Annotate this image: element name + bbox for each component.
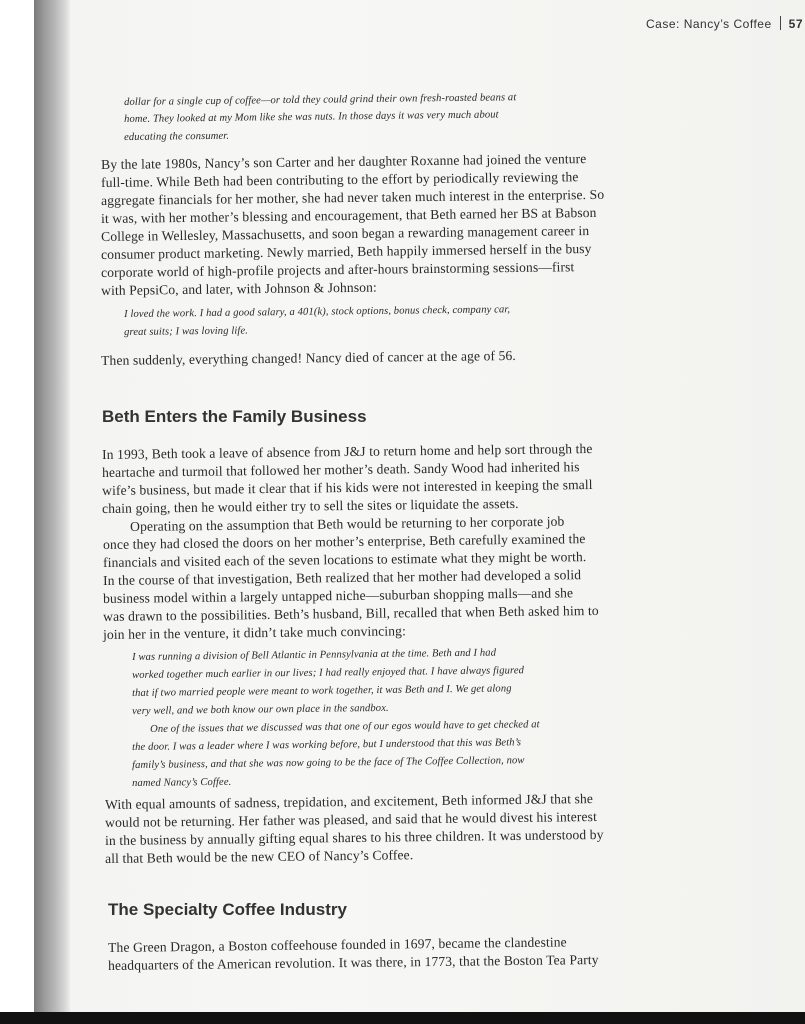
quote-line: family’s business, and that she was now going to be the face of The Coffee Collection, now bbox=[132, 755, 525, 771]
running-header bbox=[646, 16, 803, 31]
quote-line: dollar for a single cup of coffee—or told they could grind their own fresh-roasted beans at bbox=[124, 92, 517, 108]
body-line: Operating on the assumption that Beth would be returning to her corporate job bbox=[130, 513, 565, 534]
page-margin bbox=[0, 0, 34, 1024]
body-line: In 1993, Beth took a leave of absence from J&J to return home and help sort through the bbox=[102, 441, 593, 462]
book-spine-shadow bbox=[34, 0, 70, 1012]
quote-line: the door. I was a leader where I was working before, but I understood that this was Beth’s bbox=[132, 737, 522, 753]
page-number: 57 bbox=[788, 17, 803, 31]
quote-line: that if two married people were meant to work together, it was Beth and I. We get along bbox=[132, 683, 512, 699]
body-line: chain going, then he would either try to sell the sites or liquidate the assets. bbox=[102, 495, 519, 516]
body-line: once they had closed the doors on her mother’s enterprise, Beth carefully examined the bbox=[103, 531, 586, 552]
body-line: In the course of that investigation, Beth realized that her mother had developed a solid bbox=[103, 567, 582, 588]
body-line: By the late 1980s, Nancy’s son Carter and her daughter Roxanne had joined the venture bbox=[101, 151, 587, 172]
quote-line: named Nancy’s Coffee. bbox=[132, 776, 232, 789]
quote-line: One of the issues that we discussed was that one of our egos would have to get checked at bbox=[150, 719, 540, 735]
body-line: Then suddenly, everything changed! Nancy died of cancer at the age of 56. bbox=[101, 347, 516, 368]
quote-line: I loved the work. I had a good salary, a 401(k), stock options, bonus check, company car, bbox=[124, 304, 511, 320]
quote-line: home. They looked at my Mom like she was nuts. In those days it was very much about bbox=[124, 109, 499, 125]
body-line: join her in the venture, it didn’t take much convincing: bbox=[103, 623, 407, 642]
section-heading: Beth Enters the Family Business bbox=[102, 407, 367, 426]
body-line: aggregate financials for her mother, she had never taken much interest in the enterprise. So bbox=[101, 186, 605, 208]
body-line: consumer product marketing. Newly married, Beth happily immersed herself in the busy bbox=[101, 241, 592, 262]
body-line: The Green Dragon, a Boston coffeehouse founded in 1697, became the clandestine bbox=[108, 934, 567, 955]
body-line: with PepsiCo, and later, with Johnson & Johnson: bbox=[101, 279, 377, 298]
body-line: financials and visited each of the seven locations to estimate what they might be worth. bbox=[103, 549, 587, 570]
body-line: headquarters of the American revolution. It was there, in 1773, that the Boston Tea Party bbox=[108, 952, 599, 973]
body-line: wife’s business, but made it clear that if his kids were not interested in keeping the small bbox=[102, 477, 593, 498]
body-line: With equal amounts of sadness, trepidation, and excitement, Beth informed J&J that she bbox=[105, 791, 594, 812]
body-line: corporate world of high-profile projects and after-hours brainstorming sessions—first bbox=[101, 259, 575, 280]
body-line: College in Wellesley, Massachusetts, and soon began a rewarding management career in bbox=[101, 223, 590, 244]
body-line: it was, with her mother’s blessing and encouragement, that Beth earned her BS at Babson bbox=[101, 204, 597, 226]
body-line: would not be returning. Her father was pleased, and said that he would divest his interest bbox=[105, 808, 597, 830]
header-divider bbox=[780, 16, 781, 30]
body-line: in the business by annually gifting equal shares to his three children. It was understood by bbox=[105, 826, 604, 848]
running-title: Case: Nancy’s Coffee bbox=[646, 17, 772, 31]
quote-line: great suits; I was loving life. bbox=[124, 325, 249, 338]
body-line: full-time. While Beth had been contributing to the effort by periodically reviewing the bbox=[101, 169, 579, 190]
body-line: heartache and turmoil that followed her mother’s death. Sandy Wood had inherited his bbox=[102, 459, 580, 480]
scan-edge bbox=[0, 1012, 805, 1024]
body-line: all that Beth would be the new CEO of Nancy’s Coffee. bbox=[105, 847, 414, 866]
body-line: business model within a largely untapped niche—suburban shopping malls—and she bbox=[103, 585, 574, 606]
body-line: was drawn to the possibilities. Beth’s husband, Bill, recalled that when Beth asked him to bbox=[103, 602, 599, 624]
quote-line: educating the consumer. bbox=[124, 130, 230, 143]
quote-line: I was running a division of Bell Atlantic in Pennsylvania at the time. Beth and I had bbox=[132, 647, 497, 663]
quote-line: very well, and we both know our own place in the sandbox. bbox=[132, 702, 389, 717]
quote-line: worked together much earlier in our lives; I had really enjoyed that. I have always figured bbox=[132, 665, 525, 681]
section-heading: The Specialty Coffee Industry bbox=[108, 900, 347, 919]
